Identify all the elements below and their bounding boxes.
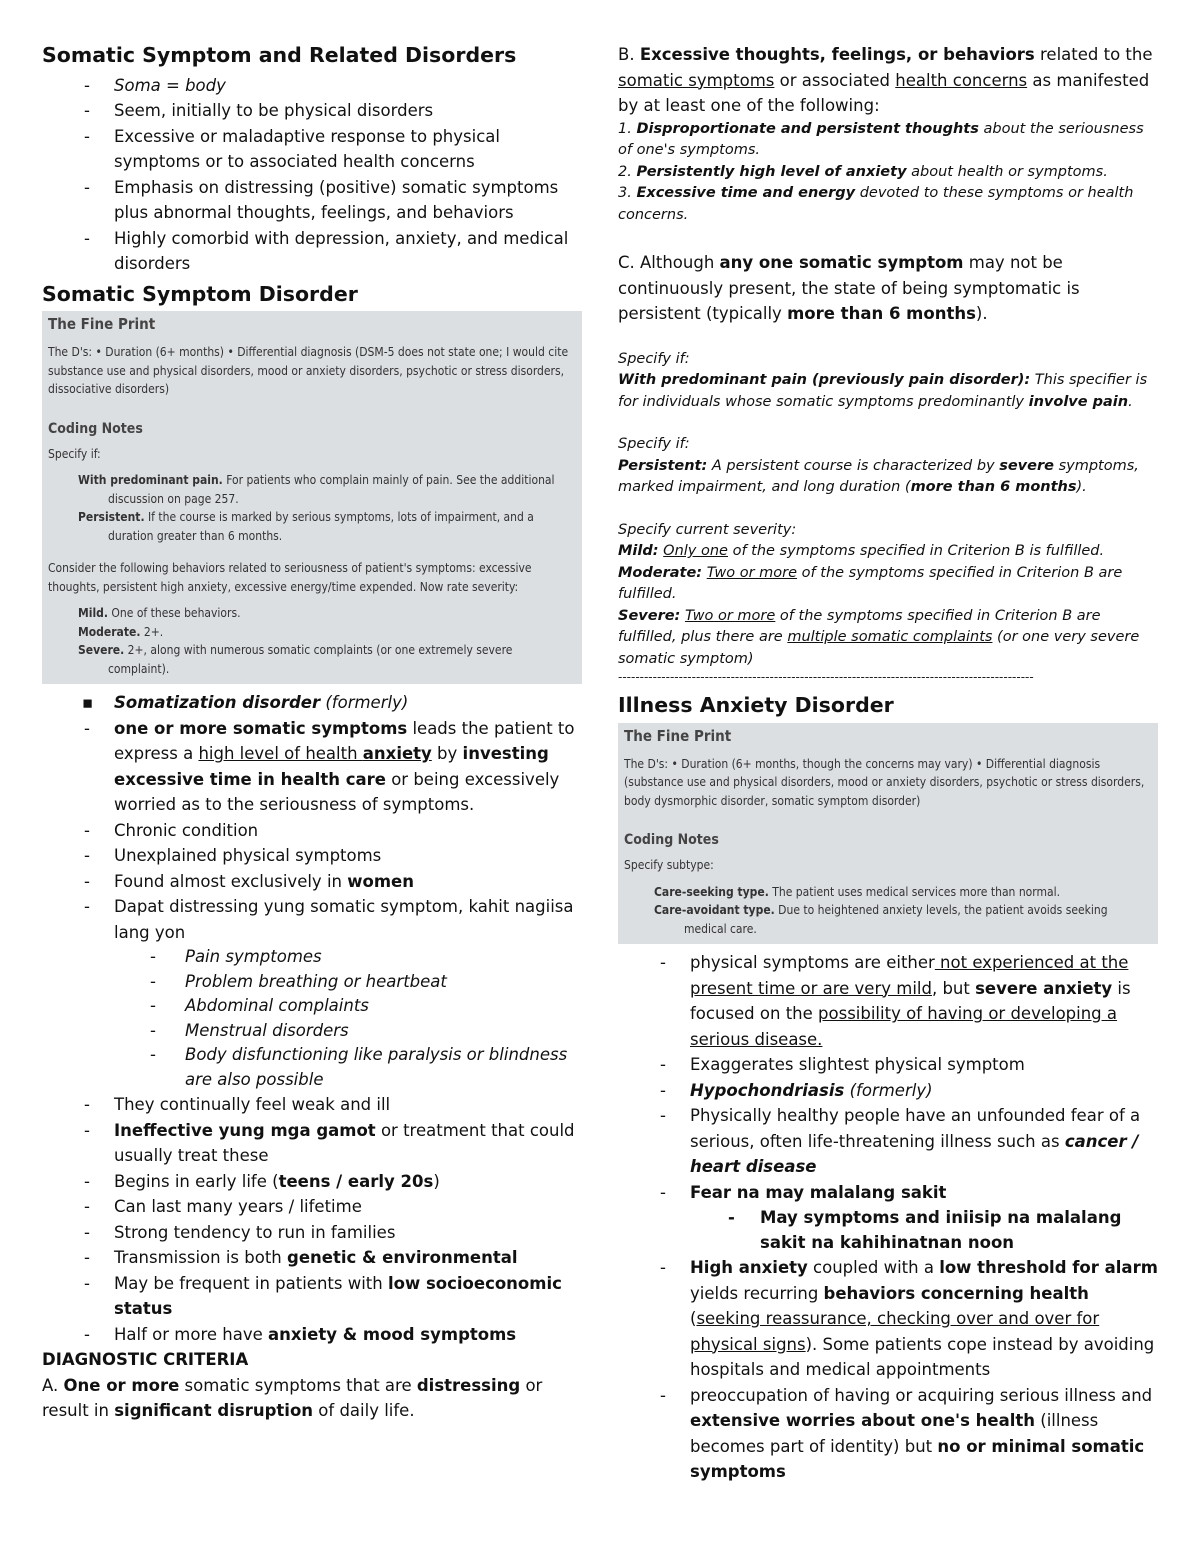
- specify-label: Specify subtype:: [624, 858, 714, 873]
- list-item: - Highly comorbid with depression, anxiety, and medical disorders: [42, 226, 587, 277]
- sev-severe: Severe. 2+, along with numerous somatic complaints (or one extremely severe complaint).: [78, 643, 513, 676]
- sub-list: [690, 1205, 1158, 1255]
- coding-notes-title: Coding Notes: [48, 420, 143, 437]
- fine-print-title: The Fine Print: [48, 315, 156, 334]
- specifier-persistent-label: Specify if:: [618, 436, 690, 452]
- list-item: - Exaggerates slightest physical symptom: [618, 1052, 1158, 1078]
- list-item: - Begins in early life (teens / early 20s): [42, 1169, 587, 1195]
- sub-list-item: - Abdominal complaints: [42, 994, 587, 1019]
- specifier-pain-label: Specify if:: [618, 350, 690, 367]
- sub-list-item: - Menstrual disorders: [42, 1019, 587, 1044]
- list-item: - May be frequent in patients with low socioeconomic status: [42, 1271, 587, 1322]
- list-item: - Ineffective yung mga gamot or treatment that could usually treat these: [42, 1118, 587, 1169]
- criterion-a: A. One or more somatic symptoms that are distressing or result in significant disruption of daily life.: [42, 1375, 543, 1421]
- consider-text: Consider the following behaviors related to seriousness of patient's symptoms: excessive thoughts, persistent high anxiety, excessive energy/time expended. Now rate severity:: [48, 561, 532, 594]
- section-title-iad: Illness Anxiety Disorder: [618, 693, 894, 717]
- sub-list-item: - Body disfunctioning like paralysis or blindness are also possible: [42, 1043, 587, 1092]
- sub-list-item: - May symptoms and iniisip na malalang sakit na kahihinatnan noon: [690, 1205, 1158, 1255]
- section-title-ssd: Somatic Symptom Disorder: [42, 281, 358, 306]
- criterion-c: C. Although any one somatic symptom may not be continuously present, the state of being symptomatic is persistent (typically more than 6 months).: [618, 253, 1080, 323]
- left-column: [42, 42, 587, 1424]
- criterion-b-item-2: 2. Persistently high level of anxiety about health or symptoms.: [618, 163, 1108, 180]
- right-column: [618, 42, 1158, 1485]
- fine-print-title: The Fine Print: [624, 726, 732, 745]
- fine-print-box: [618, 723, 1158, 945]
- list-item: - Dapat distressing yung somatic symptom, kahit nagiisa lang yon - Pain symptomes - Problem breathing or heartbeat - Abdominal complaints - Menstrual disorders - Body disfunctioning like paralysis or blindness are also possible: [42, 894, 587, 1092]
- ssd-list: [42, 690, 587, 1347]
- list-item: - Transmission is both genetic & environmental: [42, 1245, 587, 1271]
- page-title: Somatic Symptom and Related Disorders: [42, 43, 517, 67]
- spec-pain: With predominant pain. For patients who complain mainly of pain. See the additional discussion on page 257.: [78, 473, 555, 506]
- list-item: - Strong tendency to run in families: [42, 1220, 587, 1246]
- list-item: - Physically healthy people have an unfounded fear of a serious, often life-threatening illness such as cancer / heart disease: [618, 1103, 1158, 1180]
- sev-moderate: Moderate. 2+.: [78, 624, 164, 639]
- list-item: - one or more somatic symptoms leads the patient to express a high level of health anxiety by investing excessive time in health care or being excessively worried as to the seriousness of symptoms.: [42, 716, 587, 818]
- list-item: ▪ Somatization disorder (formerly): [42, 690, 587, 716]
- criterion-b-item-1: 1. Disproportionate and persistent thoughts about the seriousness of one's symptoms.: [618, 120, 1144, 158]
- list-item: - Fear na may malalang sakit - May symptoms and iniisip na malalang sakit na kahihinatnan noon: [618, 1180, 1158, 1256]
- sub-list: [114, 945, 587, 1092]
- severity-mild: Mild: Only one of the symptoms specified in Criterion B is fulfilled.: [618, 543, 1105, 559]
- spec-persistent: Persistent. If the course is marked by serious symptoms, lots of impairment, and a duration greater than 6 months.: [78, 510, 534, 543]
- subtype-care-seeking: Care-seeking type. The patient uses medical services more than normal.: [654, 884, 1061, 899]
- severity-moderate: Moderate: Two or more of the symptoms specified in Criterion B are fulfilled.: [618, 564, 1123, 602]
- list-item: - High anxiety coupled with a low threshold for alarm yields recurring behaviors concerning health (seeking reassurance, checking over and over for physical signs). Some patients cope instead by avoiding hospitals and medical appointments: [618, 1255, 1158, 1383]
- sev-mild: Mild. One of these behaviors.: [78, 606, 241, 621]
- list-item: - Can last many years / lifetime: [42, 1194, 587, 1220]
- specify-label: Specify if:: [48, 446, 101, 461]
- list-item: - physical symptoms are either not experienced at the present time or are very mild, but severe anxiety is focused on the possibility of having or developing a serious disease.: [618, 950, 1158, 1052]
- subtype-care-avoidant: Care-avoidant type. Due to heightened anxiety levels, the patient avoids seeking medical care.: [654, 903, 1108, 936]
- iad-list: [618, 950, 1158, 1485]
- list-item: - Seem, initially to be physical disorders: [42, 98, 587, 124]
- list-item: - Unexplained physical symptoms: [42, 843, 587, 869]
- divider: ------------------------------------------------------------------------------------------------: [618, 670, 1034, 684]
- list-item: - Found almost exclusively in women: [42, 869, 587, 895]
- coding-notes-title: Coding Notes: [624, 832, 719, 849]
- list-item: - Hypochondriasis (formerly): [618, 1078, 1158, 1104]
- specifier-persistent: Persistent: A persistent course is characterized by severe symptoms, marked impairment, and long duration (more than 6 months).: [618, 457, 1139, 495]
- diagnostic-criteria-title: DIAGNOSTIC CRITERIA: [42, 1350, 249, 1370]
- list-item: - Excessive or maladaptive response to physical symptoms or to associated health concerns: [42, 124, 587, 175]
- fine-print-box: [42, 311, 582, 684]
- fine-print-ds: The D's: • Duration (6+ months) • Differential diagnosis (DSM-5 does not state one; I would cite substance use and physical disorders, mood or anxiety disorders, psychotic or stress disorders, dissociative disorders): [48, 345, 569, 397]
- sub-list-item: - Problem breathing or heartbeat: [42, 970, 587, 995]
- severity-label: Specify current severity:: [618, 521, 797, 538]
- list-item: - Soma = body: [42, 73, 587, 99]
- severity-severe: Severe: Two or more of the symptoms specified in Criterion B are fulfilled, plus there are multiple somatic complaints (or one very severe somatic symptom): [618, 607, 1140, 667]
- list-item: - preoccupation of having or acquiring serious illness and extensive worries about one's health (illness becomes part of identity) but no or minimal somatic symptoms: [618, 1383, 1158, 1485]
- specifier-pain: With predominant pain (previously pain disorder): This specifier is for individuals whose somatic symptoms predominantly involve pain.: [618, 372, 1148, 410]
- list-item: - Chronic condition: [42, 818, 587, 844]
- sub-list-item: - Pain symptomes: [42, 945, 587, 970]
- intro-list: [42, 73, 587, 277]
- criterion-b-item-3: 3. Excessive time and energy devoted to these symptoms or health concerns.: [618, 185, 1134, 223]
- list-item: - They continually feel weak and ill: [42, 1092, 587, 1118]
- criterion-b: B. Excessive thoughts, feelings, or behaviors related to the somatic symptoms or associated health concerns as manifested by at least one of the following:: [618, 45, 1153, 115]
- fine-print-ds: The D's: • Duration (6+ months, though the concerns may vary) • Differential diagnosis (substance use and physical disorders, mood or anxiety disorders, psychotic or stress disorders, body dysmorphic disorder, somatic symptom disorder): [624, 756, 1145, 808]
- list-item: - Half or more have anxiety & mood symptoms: [42, 1322, 587, 1348]
- list-item: - Emphasis on distressing (positive) somatic symptoms plus abnormal thoughts, feelings, and behaviors: [42, 175, 587, 226]
